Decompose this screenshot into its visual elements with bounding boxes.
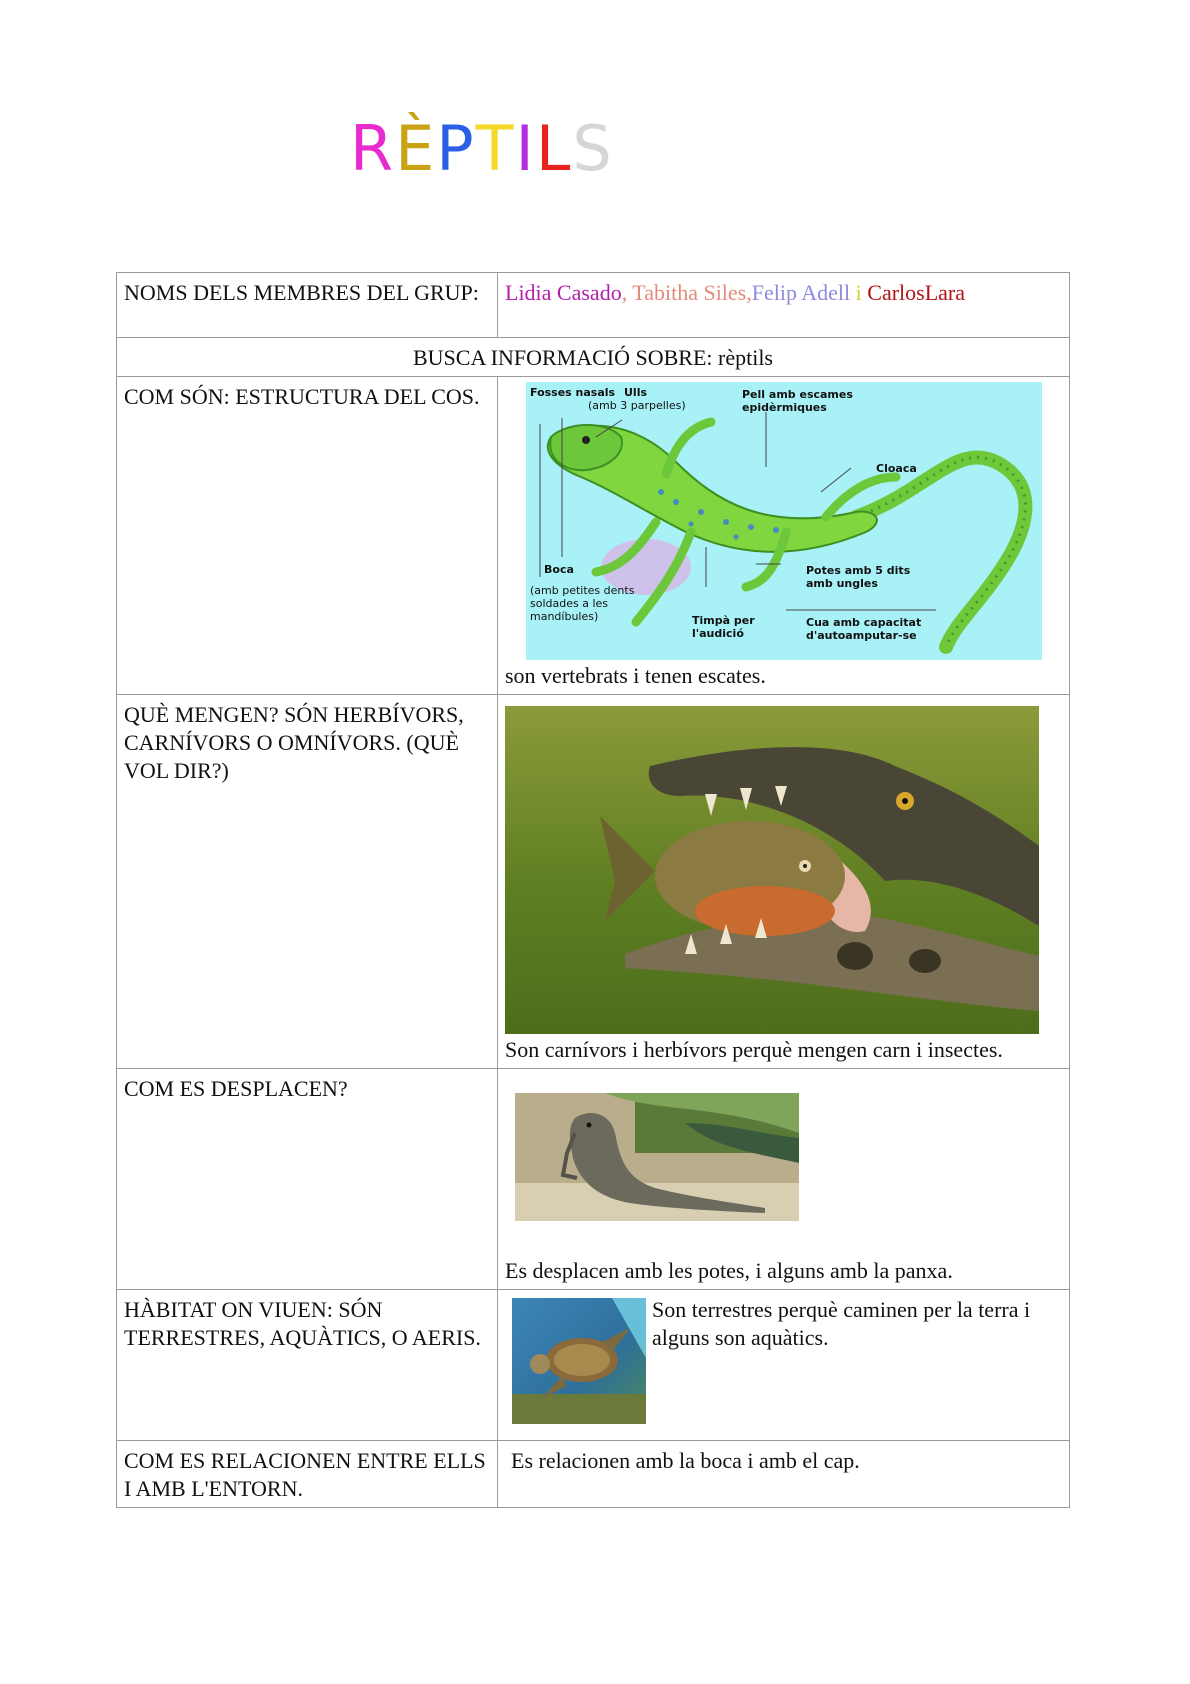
eat-label: QUÈ MENGEN? SÓN HERBÍVORS, CARNÍVORS O OMNÍVORS. (QUÈ VOL DIR?) xyxy=(117,695,498,1069)
diagram-label: Cloaca xyxy=(876,462,917,475)
busca-heading: BUSCA INFORMACIÓ SOBRE: rèptils xyxy=(117,338,1070,377)
iguana-photo xyxy=(515,1093,799,1221)
title-letter: P xyxy=(436,112,476,185)
table-row xyxy=(117,377,1070,695)
title-letter: I xyxy=(515,112,536,185)
diagram-label: Boca xyxy=(544,563,574,576)
structure-caption: son vertebrats i tenen escates. xyxy=(505,663,766,688)
title-letter: T xyxy=(475,112,516,185)
members-label: NOMS DELS MEMBRES DEL GRUP: xyxy=(117,273,498,338)
diagram-label: Fosses nasals xyxy=(530,386,616,399)
table-row xyxy=(117,338,1070,377)
diagram-label: (amb 3 parpelles) xyxy=(588,399,686,412)
title-letter: S xyxy=(572,112,614,185)
table-row xyxy=(117,1290,1070,1441)
member-name: CarlosLara xyxy=(867,280,965,305)
move-label: COM ES DESPLACEN? xyxy=(117,1069,498,1290)
lizard-anatomy-diagram xyxy=(526,382,1042,660)
move-value xyxy=(498,1069,1070,1290)
structure-label: COM SÓN: ESTRUCTURA DEL COS. xyxy=(117,377,498,695)
sea-turtle-photo xyxy=(512,1298,646,1424)
eat-caption: Son carnívors i herbívors perquè mengen carn i insectes. xyxy=(505,1037,1003,1062)
habitat-label: HÀBITAT ON VIUEN: SÓN TERRESTRES, AQUÀTICS, O AERIS. xyxy=(117,1290,498,1441)
crocodile-photo xyxy=(505,706,1039,1034)
table-row xyxy=(117,1441,1070,1508)
members-value xyxy=(498,273,1070,338)
structure-value xyxy=(498,377,1070,695)
title-letter: R xyxy=(350,112,396,185)
page-title xyxy=(350,112,614,185)
habitat-text: Son terrestres perquè caminen per la terra i alguns son aquàtics. xyxy=(652,1297,1031,1350)
diagram-label: Potes amb 5 dits amb ungles xyxy=(806,564,911,590)
table-row xyxy=(117,1069,1070,1290)
move-caption: Es desplacen amb les potes, i alguns amb la panxa. xyxy=(505,1258,953,1283)
member-name: Felip Adell xyxy=(751,280,851,305)
title-letter: È xyxy=(395,112,437,185)
member-name: , Tabitha Siles, xyxy=(621,280,752,305)
diagram-label: Timpà per l'audició xyxy=(692,614,755,640)
habitat-value xyxy=(498,1290,1070,1441)
info-table xyxy=(116,272,1070,1508)
diagram-label: (amb petites dents soldades a les mandíbules) xyxy=(530,584,635,623)
eat-value xyxy=(498,695,1070,1069)
relation-value: Es relacionen amb la boca i amb el cap. xyxy=(498,1441,1070,1508)
diagram-label: Ulls xyxy=(624,386,648,399)
title-letter: L xyxy=(535,112,573,185)
relation-label: COM ES RELACIONEN ENTRE ELLS I AMB L'ENTORN. xyxy=(117,1441,498,1508)
diagram-label: Cua amb capacitat d'autoamputar-se xyxy=(806,616,922,642)
table-row xyxy=(117,273,1070,338)
member-separator: i xyxy=(850,280,868,305)
member-name: Lidia Casado xyxy=(505,280,622,305)
diagram-label: Pell amb escames epidèrmiques xyxy=(742,388,853,414)
table-row xyxy=(117,695,1070,1069)
